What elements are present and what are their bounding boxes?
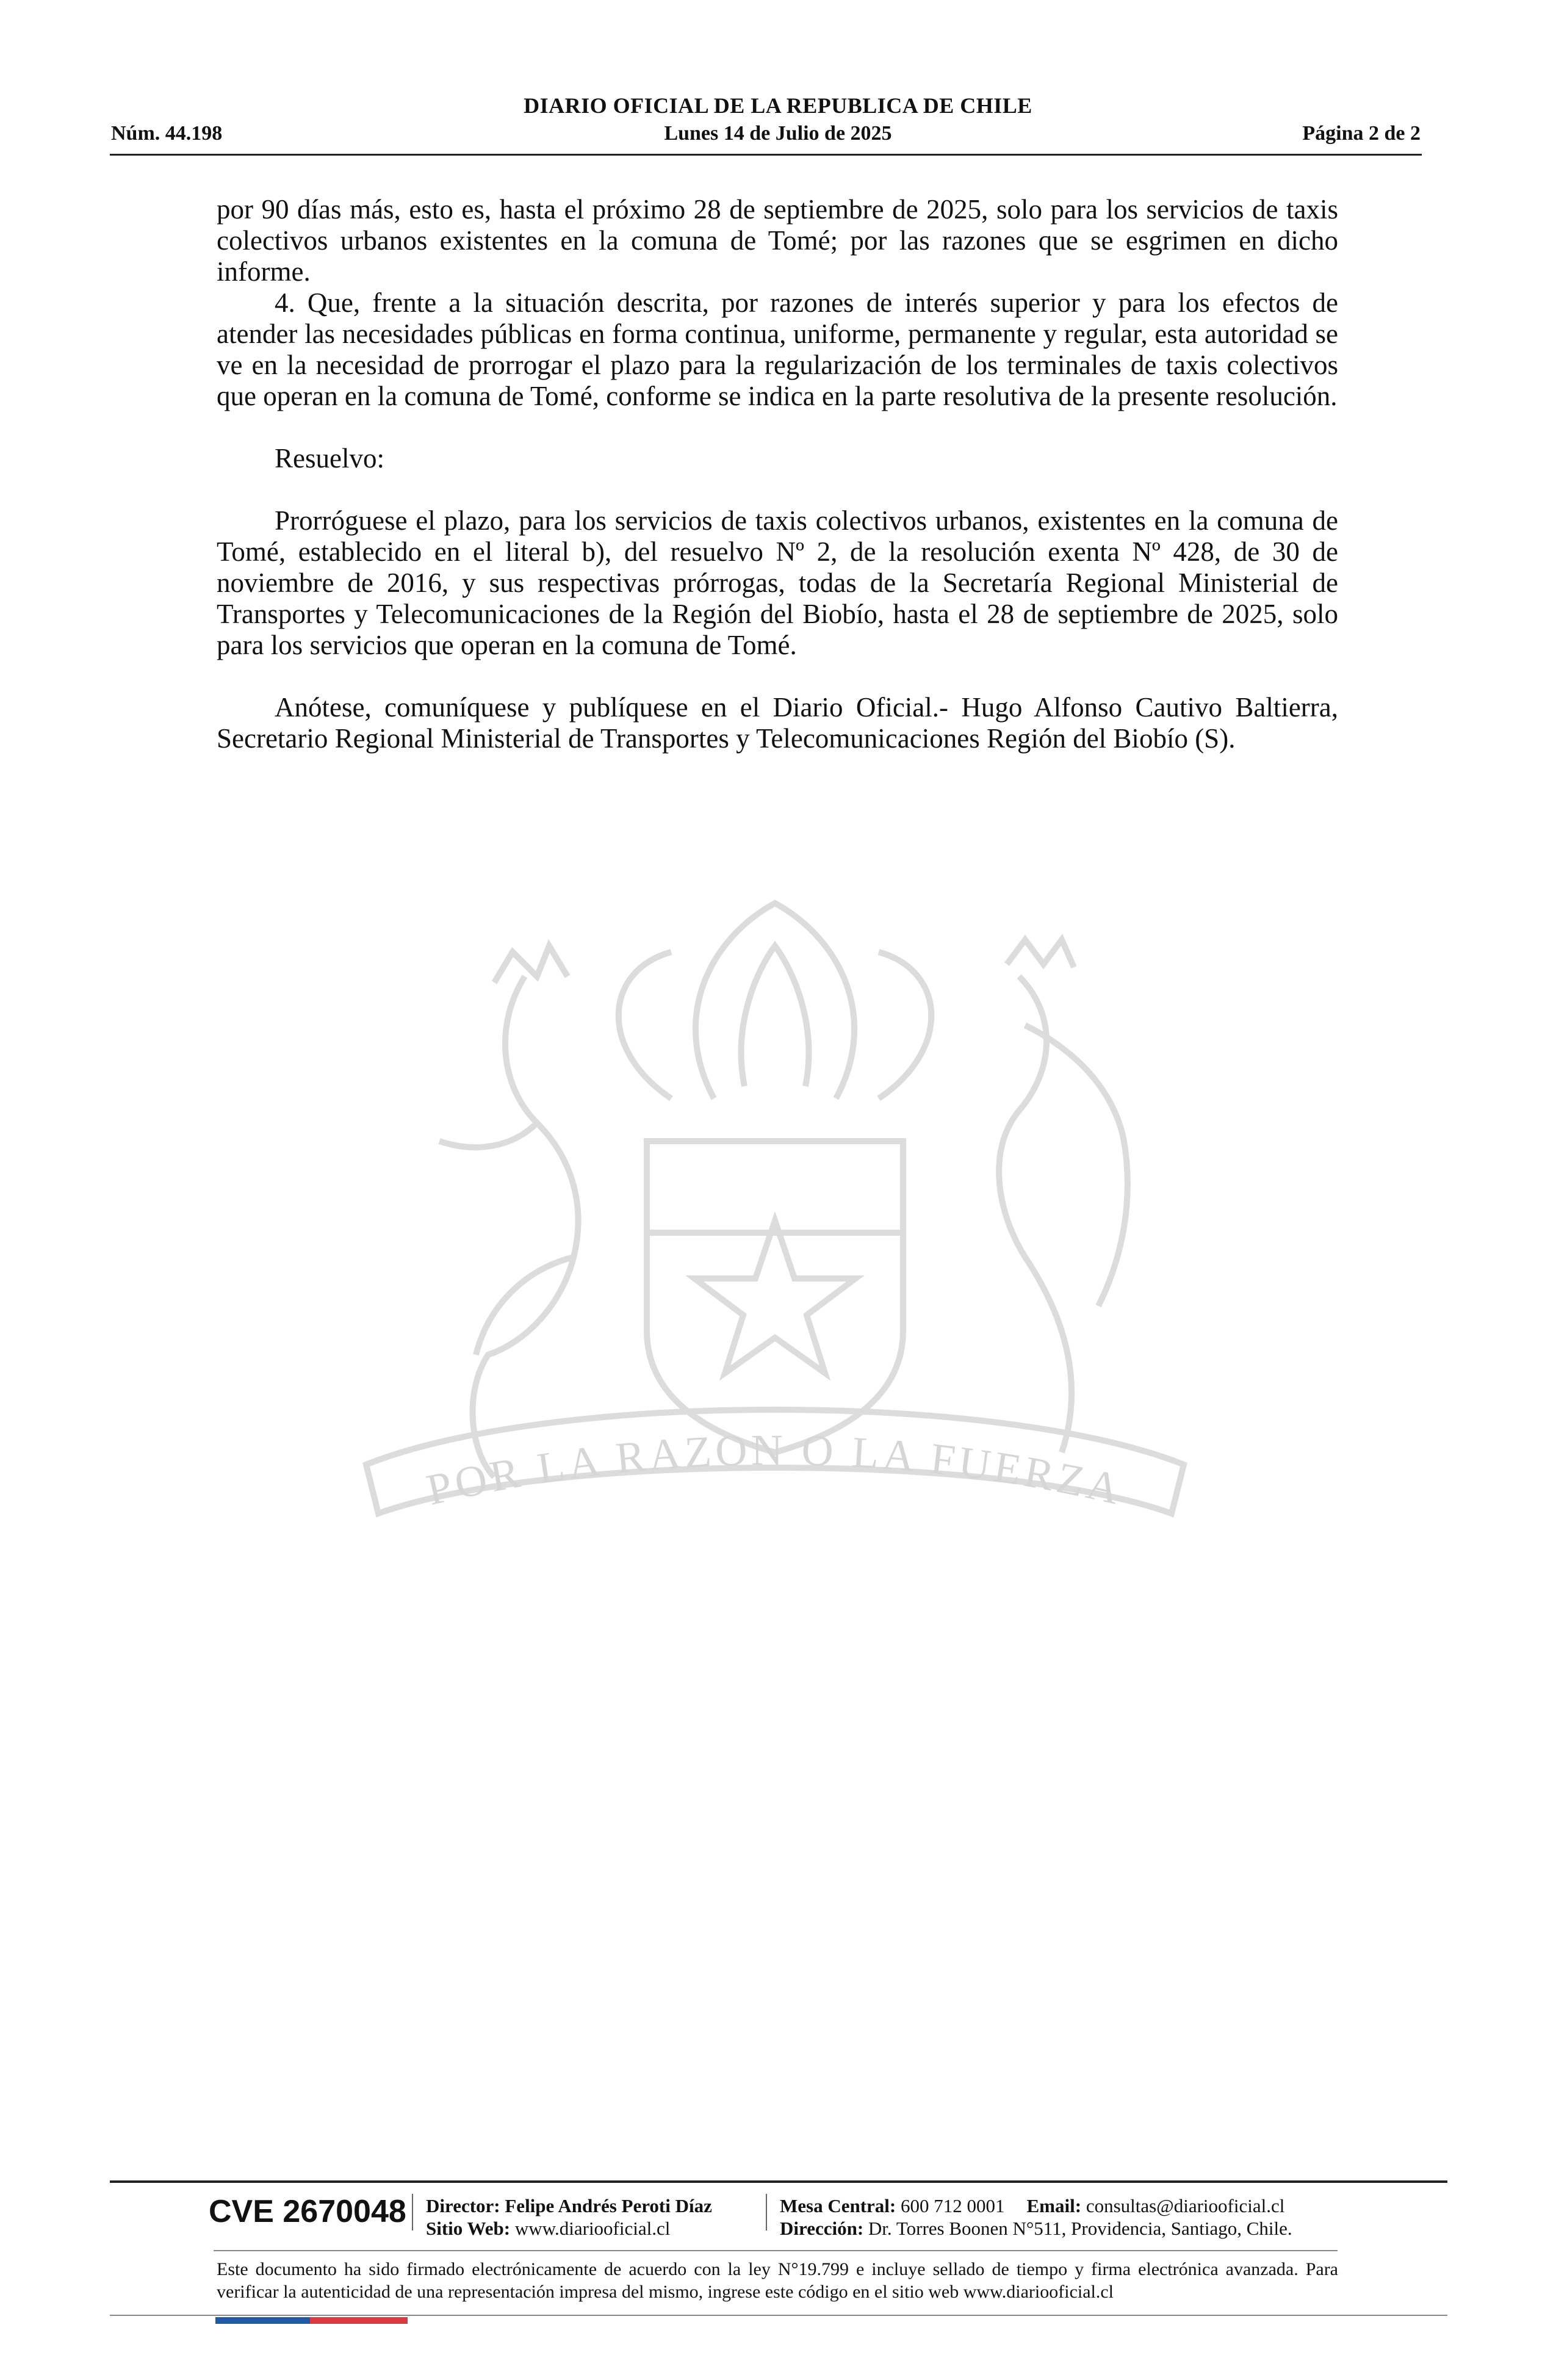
footer-separator <box>766 2194 767 2230</box>
address-label: Dirección: <box>780 2218 864 2239</box>
web-label: Sitio Web: <box>426 2218 511 2239</box>
email-label: Email: <box>1026 2195 1082 2216</box>
mesa-phone: 600 712 0001 <box>901 2195 1005 2216</box>
signature-notice: Este documento ha sido firmado electrónicamente de acuerdo con la ley N°19.799 e incluye sellado de tiempo y firma electrónica avanzada. Para verificar la autenticidad de una representación impresa del mismo, ingrese este código en el sitio web www.diariooficial.cl <box>217 2259 1338 2302</box>
footer-divider-bottom <box>110 2315 1447 2316</box>
paragraph-considerando-4: 4. Que, frente a la situación descrita, por razones de interés superior y para los efectos de atender las necesidades públicas en forma continua, uniforme, permanente y regular, esta autoridad se ve en la necesidad de prorrogar el plazo para la regularización de los terminales de taxis colectivos que operan en la comuna de Tomé, conforme se indica en la parte resolutiva de la presente resolución. <box>217 287 1338 411</box>
footer-divider-mid <box>214 2250 1338 2251</box>
motto-text: POR LA RAZON O LA FUERZA <box>422 1425 1128 1515</box>
resuelvo-heading: Resuelvo: <box>275 443 384 474</box>
issue-number: Núm. 44.198 <box>111 122 223 145</box>
web-address: www.diariooficial.cl <box>514 2218 671 2239</box>
address-value: Dr. Torres Boonen N°511, Providencia, Santiago, Chile. <box>868 2218 1292 2239</box>
flag-stripe-blue <box>215 2317 310 2324</box>
newspaper-title: DIARIO OFICIAL DE LA REPUBLICA DE CHILE <box>524 93 1032 118</box>
coat-of-arms-watermark <box>207 867 1342 1672</box>
header-divider <box>110 154 1422 156</box>
paragraph-resolution: Prorróguese el plazo, para los servicios de taxis colectivos urbanos, existentes en la comuna de Tomé, establecido en el literal b), del resuelvo Nº 2, de la resolución exenta Nº 428, de 30 de noviembre de 2016, y sus respectivas prórrogas, todas de la Secretaría Regional Ministerial de Transportes y Telecomunicaciones de la Región del Biobío, hasta el 28 de septiembre de 2025, solo para los servicios que operan en la comuna de Tomé. <box>217 505 1338 660</box>
cve-code: CVE 2670048 <box>209 2194 406 2229</box>
svg-text:POR LA RAZON O LA FUERZA <box>422 1426 1128 1515</box>
document-body <box>217 194 1338 754</box>
email-address: consultas@diariooficial.cl <box>1086 2195 1285 2216</box>
flag-stripe-red <box>310 2317 408 2324</box>
paragraph-signature: Anótese, comuníquese y publíquese en el Diario Oficial.- Hugo Alfonso Cautivo Baltierra, Secretario Regional Ministerial de Transportes y Telecomunicaciones Región del Biobío (S). <box>217 692 1338 754</box>
footer-divider-top <box>110 2180 1447 2183</box>
footer-contact-block <box>780 2194 1292 2240</box>
issue-date: Lunes 14 de Julio de 2025 <box>664 122 892 145</box>
footer-separator <box>412 2194 413 2230</box>
director-name: Felipe Andrés Peroti Díaz <box>505 2195 712 2216</box>
footer-director-block <box>426 2194 712 2240</box>
director-label: Director: <box>426 2195 500 2216</box>
mesa-label: Mesa Central: <box>780 2195 896 2216</box>
page-number: Página 2 de 2 <box>1302 122 1421 145</box>
paragraph-continuation: por 90 días más, esto es, hasta el próximo 28 de septiembre de 2025, solo para los servicios de taxis colectivos urbanos existentes en la comuna de Tomé; por las razones que se esgrimen en dicho informe. <box>217 194 1338 287</box>
